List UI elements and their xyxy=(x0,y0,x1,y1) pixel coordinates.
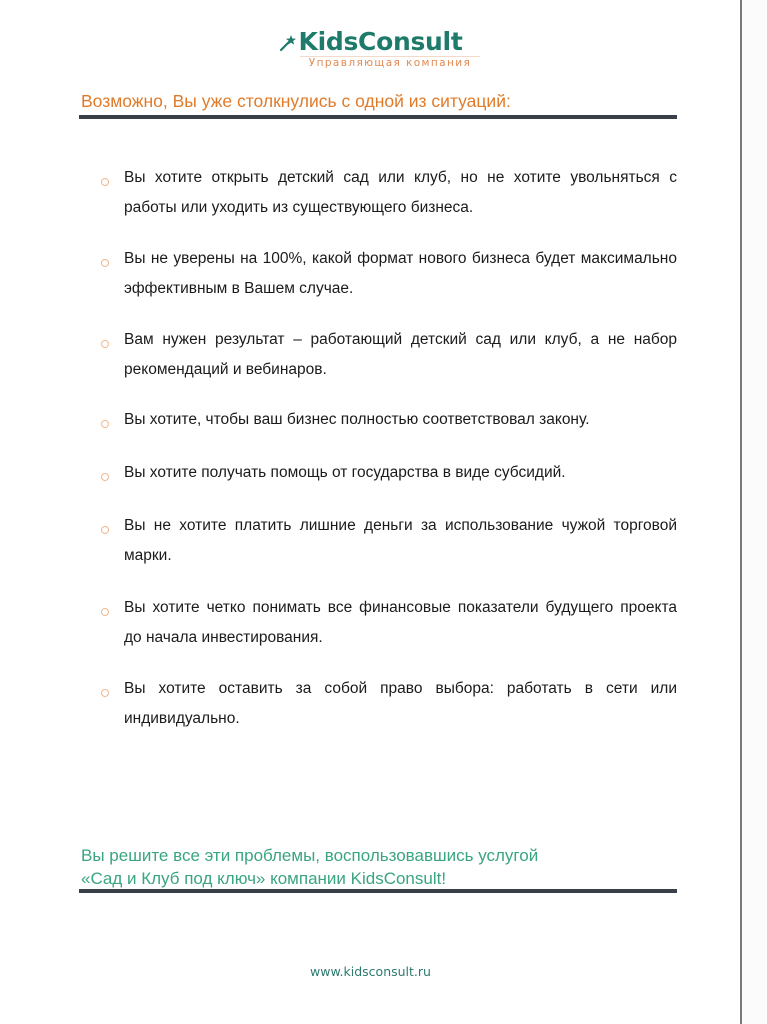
website-link[interactable]: www.kidsconsult.ru xyxy=(310,964,431,979)
list-item-text: Вы не хотите платить лишние деньги за использование чужой торговой марки. xyxy=(124,517,677,564)
list-item-text: Вы хотите оставить за собой право выбора: работать в сети или индивидуально. xyxy=(124,680,677,727)
page-heading: Возможно, Вы уже столкнулись с одной из ситуаций: xyxy=(81,91,511,111)
circle-bullet-icon xyxy=(101,259,109,267)
page-margin xyxy=(742,0,767,1024)
company-logo xyxy=(0,28,741,69)
circle-bullet-icon xyxy=(101,340,109,348)
cta-line-1: Вы решите все эти проблемы, воспользовавшись услугой xyxy=(81,846,539,865)
circle-bullet-icon xyxy=(101,473,109,481)
circle-bullet-icon xyxy=(101,420,109,428)
list-item-text: Вы не уверены на 100%, какой формат нового бизнеса будет максимально эффективным в Вашем случае. xyxy=(124,250,677,297)
cta-line-2: «Сад и Клуб под ключ» компании KidsConsult! xyxy=(81,869,447,888)
circle-bullet-icon xyxy=(101,178,109,186)
footer-divider xyxy=(79,889,677,893)
circle-bullet-icon xyxy=(101,608,109,616)
magic-wand-star-icon xyxy=(279,34,297,52)
list-item-text: Вам нужен результат – работающий детский сад или клуб, а не набор рекомендаций и вебинаров. xyxy=(124,331,677,378)
list-item-text: Вы хотите открыть детский сад или клуб, но не хотите увольняться с работы или уходить из существующего бизнеса. xyxy=(124,169,677,216)
logo-subtitle: Управляющая компания xyxy=(300,56,480,69)
list-item-text: Вы хотите, чтобы ваш бизнес полностью соответствовал закону. xyxy=(124,411,590,428)
logo-title: KidsConsult xyxy=(298,27,463,56)
call-to-action xyxy=(81,844,681,890)
circle-bullet-icon xyxy=(101,689,109,697)
heading-divider xyxy=(79,115,677,119)
list-item-text: Вы хотите четко понимать все финансовые показатели будущего проекта до начала инвестирования. xyxy=(124,599,677,646)
circle-bullet-icon xyxy=(101,526,109,534)
list-item-text: Вы хотите получать помощь от государства в виде субсидий. xyxy=(124,464,566,481)
